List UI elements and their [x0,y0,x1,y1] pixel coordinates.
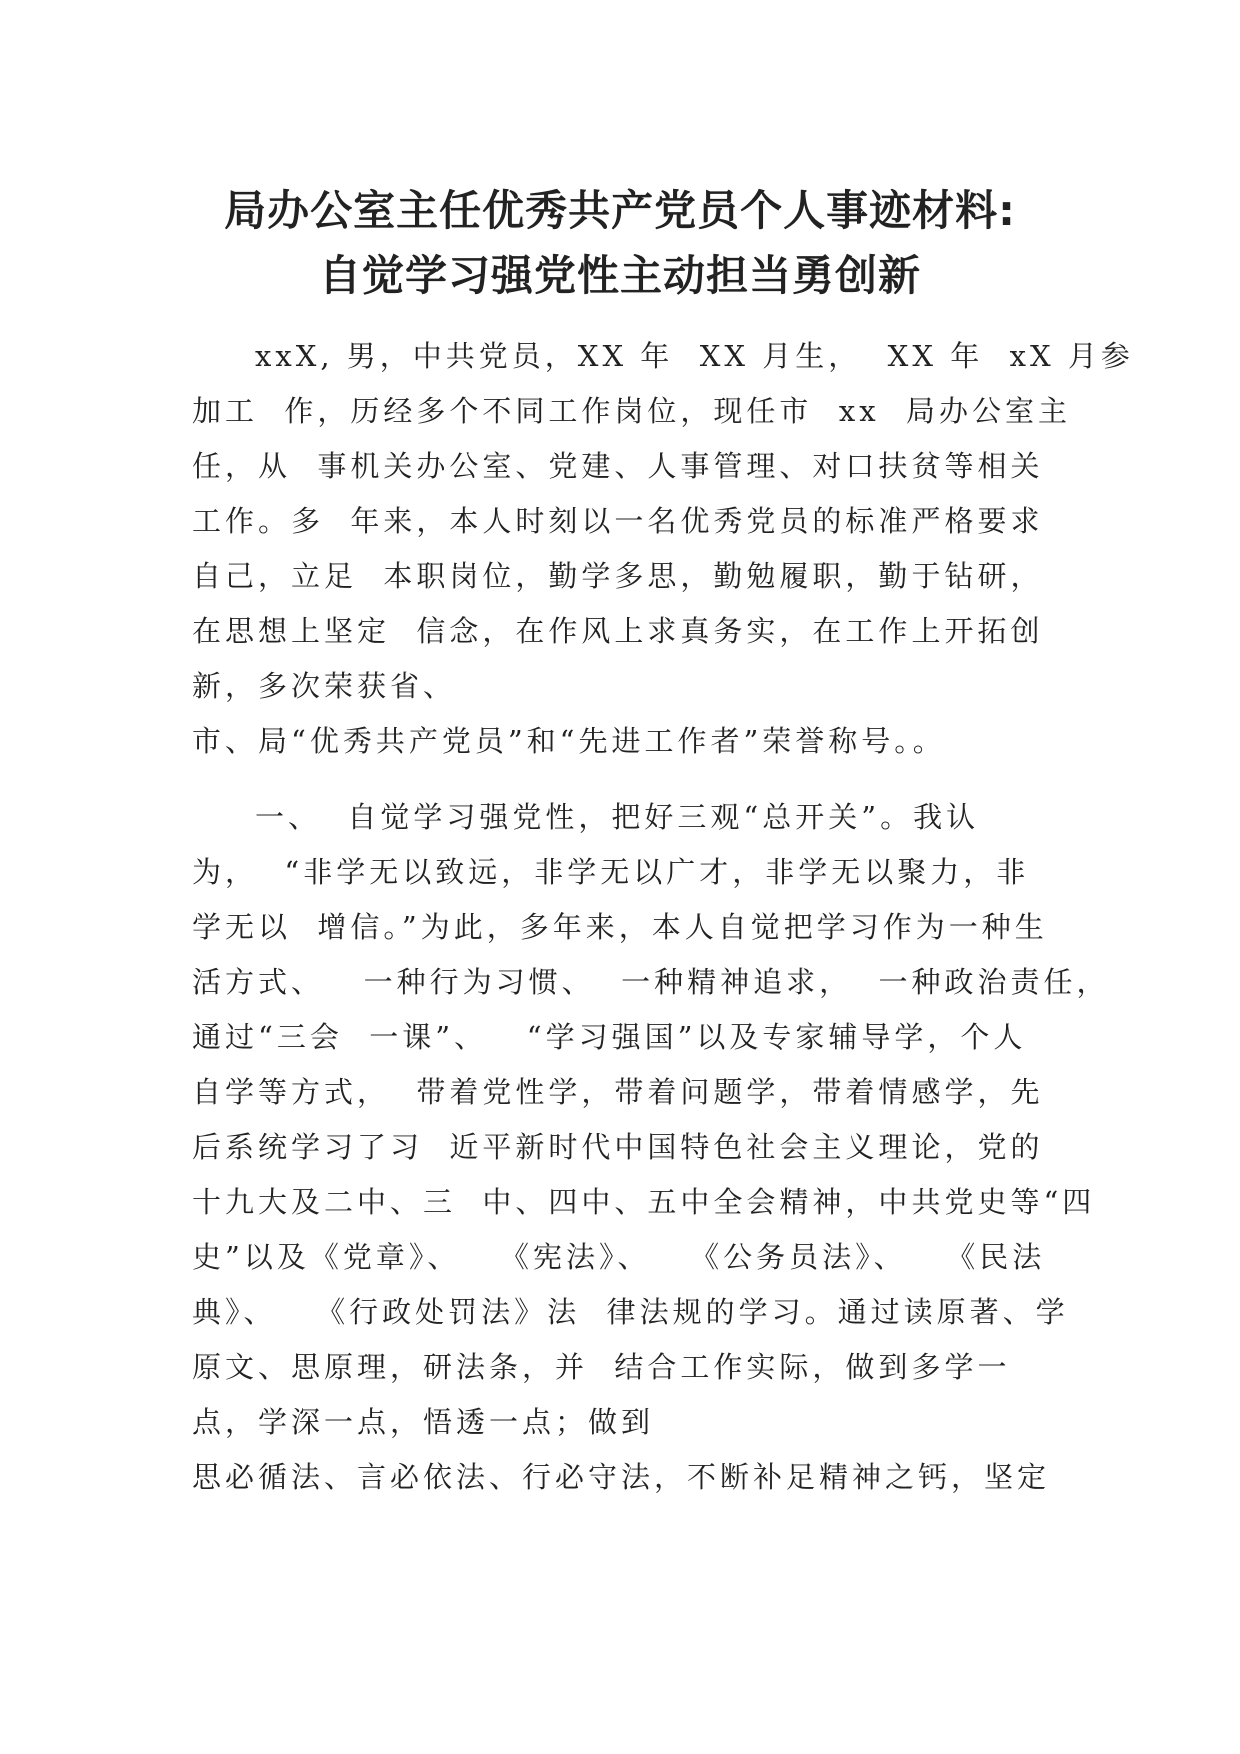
body-line: 自己，立足 本职岗位，勤学多思，勤勉履职，勤于钻研， [192,559,1044,593]
body-line: 为， “非学无以致远，非学无以广才，非学无以聚力，非 [192,855,1030,889]
body-line: 思必循法、言必依法、行必守法，不断补足精神之钙，坚定 [192,1460,1051,1494]
body-line: 点，学深一点，悟透一点；做到 [192,1405,655,1439]
body-line: 加工 作，历经多个不同工作岗位，现任市 xx 局办公室主 [192,394,1072,428]
body-line: 史”以及《党章》、 《宪法》、 《公务员法》、 《民法 [192,1240,1046,1274]
section-heading-1: 一、 自觉学习强党性，把好三观“总开关”。我认 [255,800,980,834]
body-line: 通过“三会 一课”、 “学习强国”以及专家辅导学，个人 [192,1020,1027,1054]
body-line: 新，多次荣获省、 [192,669,457,703]
body-line: 在思想上坚定 信念，在作风上求真务实，在工作上开拓创 [192,614,1044,648]
body-line: 市、局“优秀共产党员”和“先进工作者”荣誉称号。。 [192,724,946,758]
body-line: 活方式、 一种行为习惯、 一种精神追求， 一种政治责任， [192,965,1110,999]
body-line: 十九大及二中、三 中、四中、五中全会精神，中共党史等“四 [192,1185,1096,1219]
body-line: 自学等方式， 带着党性学，带着问题学，带着情感学，先 [192,1075,1044,1109]
body-line: xxX, 男，中共党员，XX 年 XX 月生， XX 年 xX 月参 [255,339,1134,373]
body-line: 原文、思原理，研法条，并 结合工作实际，做到多学一 [192,1350,1011,1384]
body-line: 学无以 增信。”为此，多年来，本人自觉把学习作为一种生 [192,910,1048,944]
body-line: 任，从 事机关办公室、党建、人事管理、对口扶贫等相关 [192,449,1044,483]
document-title-line-2: 自觉学习强党性主动担当勇创新 [318,251,921,300]
body-line: 后系统学习了习 近平新时代中国特色社会主义理论，党的 [192,1130,1044,1164]
body-line: 工作。多 年来，本人时刻以一名优秀党员的标准严格要求 [192,504,1044,538]
document-title-line-1: 局办公室主任优秀共产党员个人事迹材料: [224,186,1016,235]
body-line: 典》、 《行政处罚法》法 律法规的学习。通过读原著、学 [192,1295,1069,1329]
